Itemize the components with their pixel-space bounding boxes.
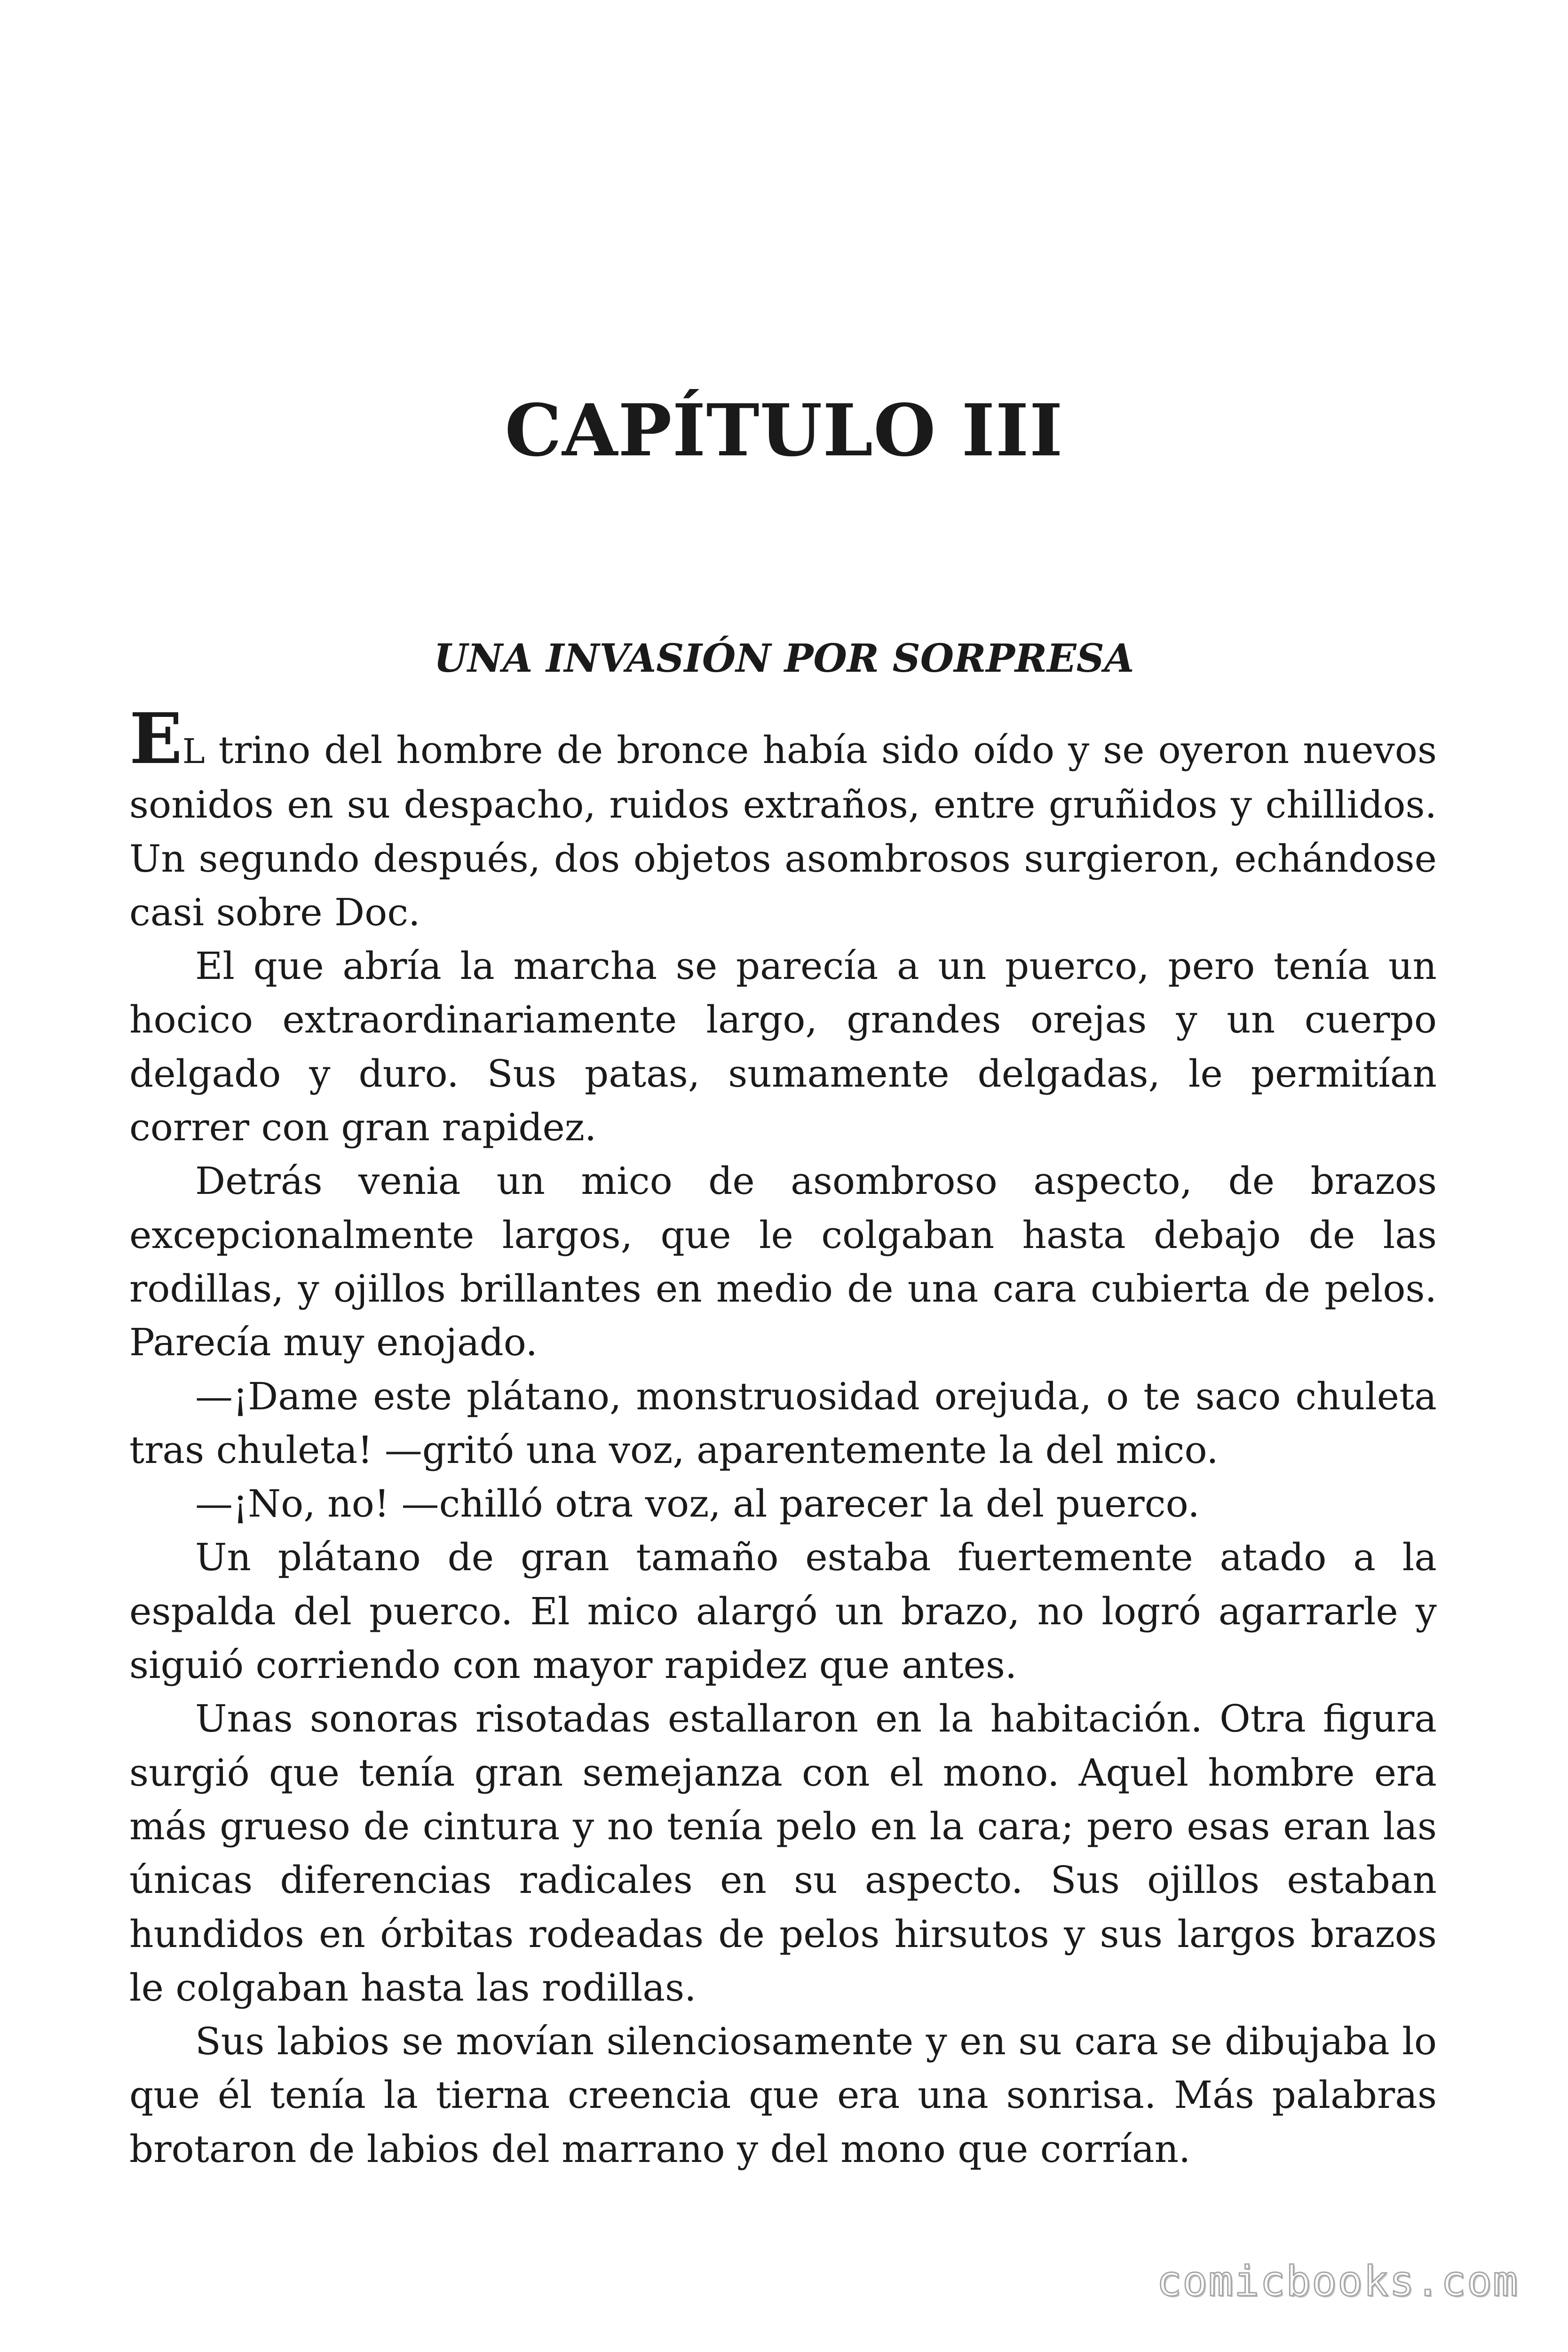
paragraph-1-text: trino del hombre de bronce había sido oído y se oyeron nuevos sonidos en su despacho, ruidos extraños, entre gruñidos y chillidos. Un segundo después, dos objetos asombrosos surgieron, echándose casi sobre Doc. xyxy=(129,728,1437,934)
paragraph-2: El que abría la marcha se parecía a un puerco, pero tenía un hocico extraordinariamente largo, grandes orejas y un cuerpo delgado y duro. Sus patas, sumamente delgadas, le permitían correr con gran rapidez. xyxy=(129,944,1437,1150)
watermark: comicbooks.com xyxy=(1156,2257,1519,2305)
drop-cap: E xyxy=(129,698,182,779)
chapter-title: CAPÍTULO III xyxy=(505,388,1063,472)
chapter-body xyxy=(129,698,1437,2176)
paragraph-1 xyxy=(129,698,1437,939)
paragraph-7: Unas sonoras risotadas estallaron en la habitación. Otra figura surgió que tenía gran semejanza con el mono. Aquel hombre era más grueso de cintura y no tenía pelo en la cara; pero esas eran las únicas diferencias radicales en su aspecto. Sus ojillos estaban hundidos en órbitas rodeadas de pelos hirsutos y sus largos brazos le colgaban hasta las rodillas. xyxy=(129,1697,1437,2010)
small-cap: L xyxy=(182,731,205,771)
paragraph-5: —¡No, no! —chilló otra voz, al parecer la del puerco. xyxy=(195,1482,1200,1526)
paragraph-8: Sus labios se movían silenciosamente y en su cara se dibujaba lo que él tenía la tierna creencia que era una sonrisa. Más palabras brotaron de labios del marrano y del mono que corrían. xyxy=(129,2019,1437,2171)
paragraph-6: Un plátano de gran tamaño estaba fuertemente atado a la espalda del puerco. El mico alargó un brazo, no logró agarrarle y siguió corriendo con mayor rapidez que antes. xyxy=(129,1535,1437,1687)
paragraph-3: Detrás venia un mico de asombroso aspecto, de brazos excepcionalmente largos, que le colgaban hasta debajo de las rodillas, y ojillos brillantes en medio de una cara cubierta de pelos. Parecía muy enojado. xyxy=(129,1159,1437,1365)
paragraph-4: —¡Dame este plátano, monstruosidad orejuda, o te saco chuleta tras chuleta! —gritó una voz, aparentemente la del mico. xyxy=(129,1374,1437,1472)
section-title: UNA INVASIÓN POR SORPRESA xyxy=(434,636,1134,681)
